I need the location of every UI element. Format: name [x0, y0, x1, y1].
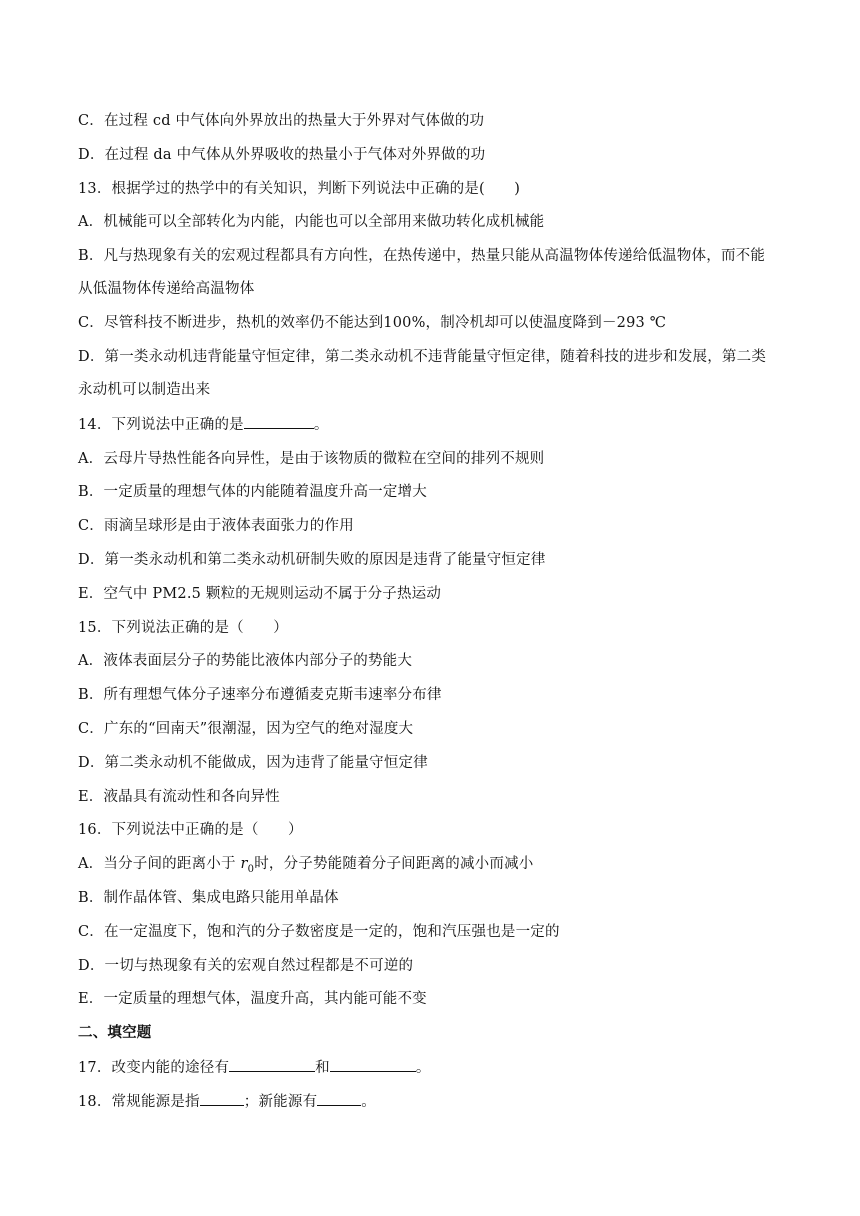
q13-option-c [78, 313, 788, 333]
q18-middle: ；新能源有 [243, 1094, 318, 1110]
q16-option-e [78, 989, 788, 1009]
q15-stem-text: 15．下列说法正确的是（ ） [78, 620, 288, 636]
q18-blank-1 [200, 1091, 244, 1106]
q13-option-b-line2 [78, 279, 788, 299]
q17-blank-1 [229, 1057, 315, 1072]
q14-option-a [78, 449, 788, 469]
q12-option-c [78, 111, 788, 131]
q16-option-a-subscript: 0 [247, 863, 255, 875]
q14-stem-prefix: 14．下列说法中正确的是 [78, 417, 244, 433]
q15-option-c [78, 719, 788, 739]
q16-option-b [78, 888, 788, 908]
q13-option-b-text-2: 从低温物体传递给高温物体 [78, 281, 255, 297]
q13-option-c-text: C．尽管科技不断进步，热机的效率仍不能达到100%，制冷机却可以使温度降到－293 ℃ [78, 315, 667, 331]
q16-option-a-suffix: 时，分子势能随着分子间距离的减小而减小 [254, 856, 534, 872]
q16-option-c-text: C．在一定温度下，饱和汽的分子数密度是一定的，饱和汽压强也是一定的 [78, 924, 560, 940]
q14-option-a-text: A．云母片导热性能各向异性，是由于该物质的微粒在空间的排列不规则 [78, 451, 545, 467]
q13-option-d-line2 [78, 380, 788, 400]
q18-suffix: 。 [361, 1094, 376, 1110]
q17-blank-2 [330, 1057, 416, 1072]
q17-middle: 和 [315, 1060, 330, 1076]
q14-stem [78, 414, 788, 435]
q15-option-c-text: C．广东的“回南天”很潮湿，因为空气的绝对湿度大 [78, 721, 414, 737]
q16-option-d-text: D．一切与热现象有关的宏观自然过程都是不可逆的 [78, 958, 414, 974]
q17-suffix: 。 [415, 1060, 431, 1076]
q15-option-b [78, 685, 788, 705]
q13-stem [78, 179, 788, 199]
q17-prefix: 17．改变内能的途径有 [78, 1060, 230, 1076]
q16-stem [78, 820, 788, 840]
q15-option-d-text: D．第二类永动机不能做成，因为违背了能量守恒定律 [78, 755, 428, 771]
q13-option-d-text-1: D．第一类永动机违背能量守恒定律，第二类永动机不违背能量守恒定律，随着科技的进步和发展，第二类 [78, 349, 767, 365]
q14-option-b-text: B．一定质量的理想气体的内能随着温度升高一定增大 [78, 484, 427, 500]
q16-option-a [78, 854, 788, 880]
q13-option-b-line1 [78, 246, 788, 266]
q15-option-e-text: E．液晶具有流动性和各向异性 [78, 789, 280, 805]
q13-option-a-text: A．机械能可以全部转化为内能，内能也可以全部用来做功转化成机械能 [78, 214, 545, 230]
q13-option-b-text-1: B．凡与热现象有关的宏观过程都具有方向性，在热传递中，热量只能从高温物体传递给低温物体，而不能 [78, 248, 766, 264]
q13-stem-text: 13．根据学过的热学中的有关知识，判断下列说法中正确的是( ) [78, 181, 521, 197]
q15-option-a [78, 651, 788, 671]
q14-option-c-text: C．雨滴呈球形是由于液体表面张力的作用 [78, 518, 354, 534]
q16-stem-text: 16．下列说法中正确的是（ ） [78, 822, 303, 838]
q16-option-c [78, 922, 788, 942]
q15-option-a-text: A．液体表面层分子的势能比液体内部分子的势能大 [78, 653, 413, 669]
q18-prefix: 18．常规能源是指 [78, 1094, 200, 1110]
q12-option-d-text: D．在过程 da 中气体从外界吸收的热量小于气体对外界做的功 [78, 147, 486, 163]
q14-stem-suffix: 。 [313, 417, 329, 433]
q16-option-a-prefix: A．当分子间的距离小于 [78, 856, 241, 872]
q15-option-b-text: B．所有理想气体分子速率分布遵循麦克斯韦速率分布律 [78, 687, 442, 703]
q16-option-b-text: B．制作晶体管、集成电路只能用单晶体 [78, 890, 339, 906]
q12-option-c-text: C．在过程 cd 中气体向外界放出的热量大于外界对气体做的功 [78, 113, 485, 129]
q15-stem [78, 618, 788, 638]
q15-option-d [78, 753, 788, 773]
q18 [78, 1091, 788, 1112]
q14-option-d-text: D．第一类永动机和第二类永动机研制失败的原因是违背了能量守恒定律 [78, 552, 546, 568]
q13-option-d-text-2: 永动机可以制造出来 [78, 382, 211, 398]
section-heading-fill-in-blank [78, 1023, 788, 1043]
q14-option-b [78, 482, 788, 502]
q17 [78, 1057, 788, 1078]
q14-option-d [78, 550, 788, 570]
q13-option-a [78, 212, 788, 232]
q14-answer-blank [244, 414, 314, 429]
q18-blank-2 [317, 1091, 361, 1106]
q14-option-c [78, 516, 788, 536]
q15-option-e [78, 787, 788, 807]
q16-option-e-text: E．一定质量的理想气体，温度升高，其内能可能不变 [78, 991, 427, 1007]
q16-option-a-variable: r [240, 856, 248, 872]
section-heading-text: 二、填空题 [78, 1024, 152, 1041]
q12-option-d [78, 145, 788, 165]
q13-option-d-line1 [78, 347, 788, 367]
q14-option-e-text: E．空气中 PM2.5 颗粒的无规则运动不属于分子热运动 [78, 586, 442, 602]
q14-option-e [78, 584, 788, 604]
q16-option-d [78, 956, 788, 976]
